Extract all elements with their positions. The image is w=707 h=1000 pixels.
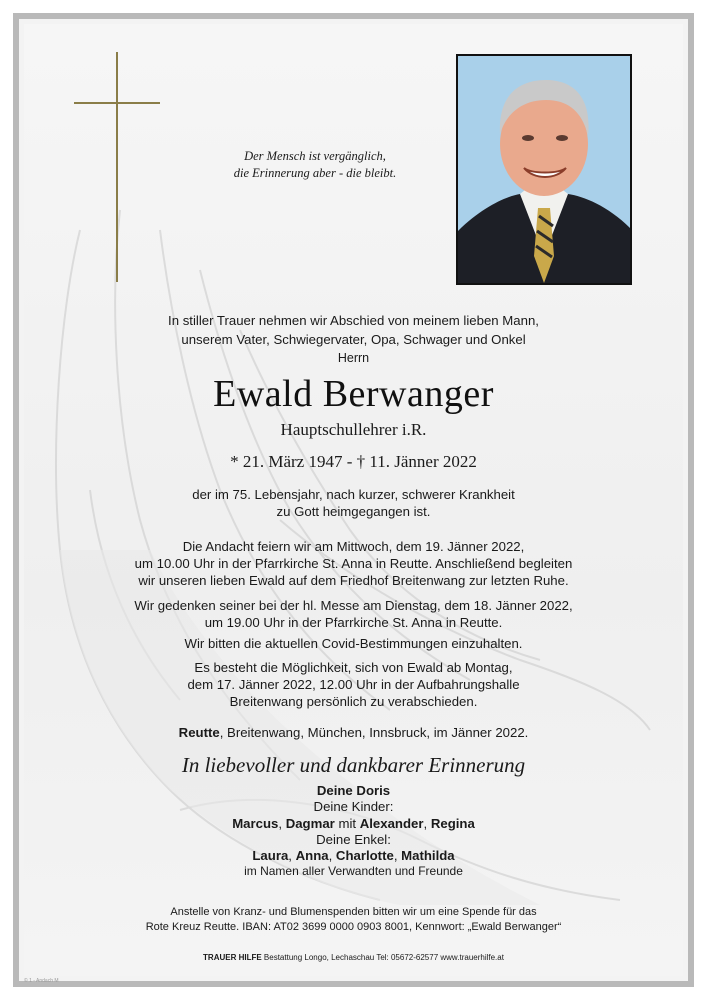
deceased-title: Hauptschullehrer i.R. bbox=[280, 420, 427, 439]
child-name: Alexander bbox=[359, 816, 424, 831]
intro-text bbox=[0, 311, 707, 349]
intro-line-1: In stiller Trauer nehmen wir Abschied von meinem lieben Mann, bbox=[168, 313, 539, 328]
portrait-photo bbox=[456, 54, 632, 285]
footer-brand: TRAUER HILFE bbox=[203, 953, 262, 962]
cross-horizontal-icon bbox=[74, 102, 160, 104]
relatives-line: im Namen aller Verwandten und Freunde bbox=[244, 864, 463, 878]
farewell-line-1: Es besteht die Möglichkeit, sich von Ewald ab Montag, bbox=[194, 660, 513, 675]
quote-line-1: Der Mensch ist vergänglich, bbox=[244, 149, 386, 163]
place-bold: Reutte bbox=[178, 725, 220, 740]
mass-text bbox=[0, 597, 707, 631]
deceased-name: Ewald Berwanger bbox=[213, 373, 494, 415]
print-code: © 1 - Andach M bbox=[24, 978, 59, 984]
mass-line-2: um 19.00 Uhr in der Pfarrkirche St. Anna in Reutte. bbox=[204, 615, 503, 630]
separator: mit bbox=[334, 816, 360, 831]
mass-line-1: Wir gedenken seiner bei der hl. Messe am Dienstag, dem 18. Jänner 2022, bbox=[134, 598, 573, 613]
memorial-quote bbox=[200, 148, 430, 182]
children-names bbox=[0, 815, 707, 832]
donation-line-2: Rote Kreuz Reutte. IBAN: AT02 3699 0000 0903 8001, Kennwort: „Ewald Berwanger“ bbox=[145, 921, 562, 933]
family-wife bbox=[0, 782, 707, 799]
ceremony-text bbox=[0, 538, 707, 589]
grandchild-name: Anna bbox=[295, 848, 329, 863]
footer-imprint bbox=[0, 953, 707, 962]
separator: , bbox=[328, 848, 336, 863]
cross-vertical-icon bbox=[116, 52, 118, 282]
covid-notice: Wir bitten die aktuellen Covid-Bestimmungen einzuhalten. bbox=[184, 636, 523, 651]
wife-name: Deine Doris bbox=[316, 783, 391, 798]
age-line-2: zu Gott heimgegangen ist. bbox=[276, 504, 431, 519]
salutation: Herrn bbox=[337, 351, 370, 365]
farewell-line-2: dem 17. Jänner 2022, 12.00 Uhr in der Aufbahrungshalle bbox=[187, 677, 520, 692]
age-text bbox=[0, 486, 707, 520]
grandchildren-names bbox=[0, 847, 707, 864]
separator: , bbox=[393, 848, 402, 863]
ceremony-line-1: Die Andacht feiern wir am Mittwoch, dem 19. Jänner 2022, bbox=[182, 539, 525, 554]
child-name: Regina bbox=[430, 816, 475, 831]
donation-line-1: Anstelle von Kranz- und Blumenspenden bitten wir um eine Spende für das bbox=[170, 906, 537, 918]
quote-line-2: die Erinnerung aber - die bleibt. bbox=[233, 166, 397, 180]
footer-text: Bestattung Longo, Lechaschau Tel: 05672-62577 www.trauerhilfe.at bbox=[261, 953, 504, 962]
separator: , bbox=[423, 816, 431, 831]
farewell-text bbox=[0, 659, 707, 710]
farewell-line-3: Breitenwang persönlich zu verabschieden. bbox=[229, 694, 478, 709]
ceremony-line-3: wir unseren lieben Ewald auf dem Friedhof Breitenwang zur letzten Ruhe. bbox=[138, 573, 569, 588]
ceremony-line-2: um 10.00 Uhr in der Pfarrkirche St. Anna in Reutte. Anschließend begleiten bbox=[134, 556, 573, 571]
portrait-image bbox=[458, 56, 630, 283]
separator: , bbox=[288, 848, 296, 863]
donation-notice bbox=[0, 905, 707, 935]
grandchild-name: Mathilda bbox=[401, 848, 455, 863]
grandchild-name: Charlotte bbox=[335, 848, 394, 863]
child-name: Marcus bbox=[232, 816, 279, 831]
child-name: Dagmar bbox=[285, 816, 335, 831]
grandchild-name: Laura bbox=[252, 848, 289, 863]
memory-heading: In liebevoller und dankbarer Erinnerung bbox=[181, 753, 526, 777]
separator: , bbox=[278, 816, 286, 831]
age-line-1: der im 75. Lebensjahr, nach kurzer, schwerer Krankheit bbox=[192, 487, 515, 502]
intro-line-2: unserem Vater, Schwiegervater, Opa, Schwager und Onkel bbox=[181, 332, 526, 347]
grandchildren-label: Deine Enkel: bbox=[316, 832, 391, 847]
place-date-line bbox=[0, 725, 707, 740]
life-dates: * 21. März 1947 - † 11. Jänner 2022 bbox=[230, 452, 477, 471]
place-rest: , Breitenwang, München, Innsbruck, im Jänner 2022. bbox=[219, 725, 529, 740]
children-label: Deine Kinder: bbox=[313, 799, 394, 814]
